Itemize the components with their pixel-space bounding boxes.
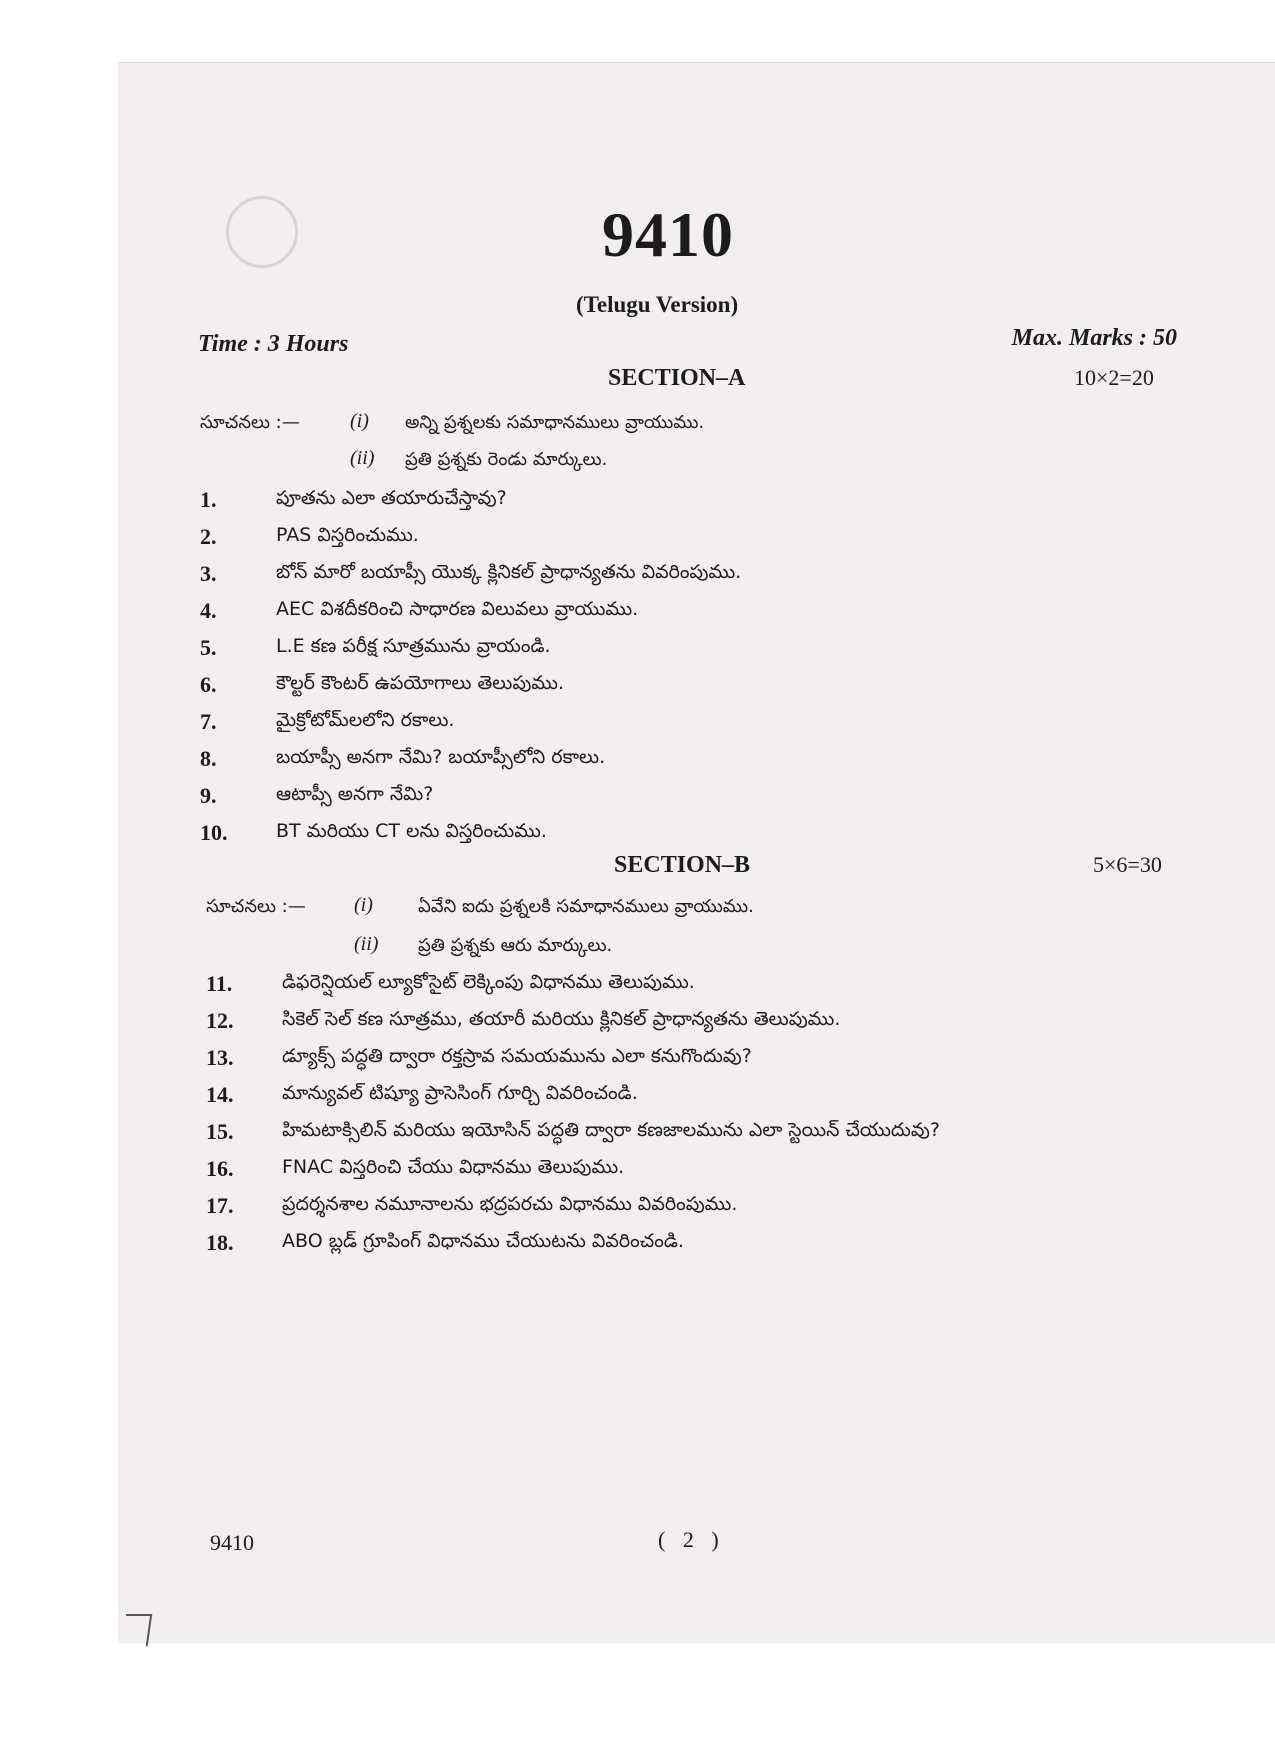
instruction-number: (i) xyxy=(354,894,373,916)
question-text: డిఫరెన్షియల్ ల్యూకోసైట్ లెక్కింపు విధానము తెలుపుము. xyxy=(282,971,695,993)
instruction-text: అన్ని ప్రశ్నలకు సమాధానములు వ్రాయుము. xyxy=(405,412,705,433)
question-text: మాన్యువల్ టిష్యూ ప్రాసెసింగ్ గూర్చి వివరించండి. xyxy=(282,1082,638,1104)
question-number: 4. xyxy=(200,598,217,623)
question-number: 12. xyxy=(206,1008,234,1033)
question-number: 15. xyxy=(206,1119,234,1144)
question-text: ABO బ్లడ్ గ్రూపింగ్ విధానము చేయుటను వివరించండి. xyxy=(282,1230,684,1252)
question-number: 17. xyxy=(206,1193,234,1218)
question-text: AEC విశదీకరించి సాధారణ విలువలు వ్రాయుము. xyxy=(276,598,639,620)
question-number: 3. xyxy=(200,561,217,586)
question-text: ప్రదర్శనశాల నమూనాలను భద్రపరచు విధానము వివరింపుము. xyxy=(282,1193,738,1215)
question-number: 13. xyxy=(206,1045,234,1070)
question-text: ఆటాప్సీ అనగా నేమి? xyxy=(276,783,434,805)
instruction-text: ప్రతి ప్రశ్నకు ఆరు మార్కులు. xyxy=(418,935,613,956)
question-text: BT మరియు CT లను విస్తరించుము. xyxy=(276,820,547,842)
max-marks-label: Max. Marks : 50 xyxy=(1011,325,1177,351)
question-text: బోన్ మారో బయాప్సీ యొక్క క్లినికల్ ప్రాధాన్యతను వివరింపుము. xyxy=(276,561,742,583)
question-number: 6. xyxy=(200,672,217,697)
question-number: 18. xyxy=(206,1230,234,1255)
question-text: హిమటాక్సిలిన్ మరియు ఇయోసిన్ పద్ధతి ద్వారా కణజాలమును ఎలా స్టెయిన్ చేయుదువు? xyxy=(282,1119,940,1141)
question-text: డ్యూక్స్ పద్ధతి ద్వారా రక్తస్రావ సమయమును ఎలా కనుగొందువు? xyxy=(282,1045,752,1067)
question-text: కౌల్టర్ కౌంటర్ ఉపయోగాలు తెలుపుము. xyxy=(276,672,565,694)
section-b-instructions-label: సూచనలు :— xyxy=(206,896,306,917)
corner-crop-mark xyxy=(122,1614,152,1646)
version-label: (Telugu Version) xyxy=(576,292,739,317)
instruction-number: (ii) xyxy=(350,447,375,469)
question-number: 2. xyxy=(200,524,217,549)
question-number: 7. xyxy=(200,709,217,734)
section-b-title: SECTION–B xyxy=(614,852,751,878)
footer-page-number: ( 2 ) xyxy=(658,1527,725,1552)
time-label: Time : 3 Hours xyxy=(198,331,349,357)
section-a-marks: 10×2=20 xyxy=(1074,365,1154,390)
instruction-number: (i) xyxy=(350,410,369,432)
question-number: 10. xyxy=(200,820,228,845)
question-number: 16. xyxy=(206,1156,234,1181)
section-a-instructions-label: సూచనలు :— xyxy=(200,412,300,433)
question-text: L.E కణ పరీక్ష సూత్రమును వ్రాయండి. xyxy=(276,635,551,657)
question-number: 9. xyxy=(200,783,217,808)
question-number: 14. xyxy=(206,1082,234,1107)
instruction-text: ప్రతి ప్రశ్నకు రెండు మార్కులు. xyxy=(405,449,608,470)
section-b-marks: 5×6=30 xyxy=(1093,852,1162,877)
faint-stamp-mark xyxy=(226,196,298,268)
section-a-title: SECTION–A xyxy=(608,365,746,391)
question-text: PAS విస్తరించుము. xyxy=(276,524,419,546)
question-text: బయాప్సీ అనగా నేమి? బయాప్సీలోని రకాలు. xyxy=(276,746,606,768)
footer-paper-code: 9410 xyxy=(210,1530,254,1555)
question-number: 8. xyxy=(200,746,217,771)
question-text: మైక్రోటోమ్‌లలోని రకాలు. xyxy=(276,709,455,731)
instruction-text: ఏవేని ఐదు ప్రశ్నలకి సమాధానములు వ్రాయుము. xyxy=(418,896,754,917)
question-number: 11. xyxy=(206,971,233,996)
question-text: సికెల్ సెల్ కణ సూత్రము, తయారీ మరియు క్లినికల్ ప్రాధాన్యతను తెలుపుము. xyxy=(282,1008,841,1030)
question-text: FNAC విస్తరించి చేయు విధానము తెలుపుము. xyxy=(282,1156,625,1178)
paper-code: 9410 xyxy=(602,199,734,270)
question-number: 5. xyxy=(200,635,217,660)
question-number: 1. xyxy=(200,487,217,512)
instruction-number: (ii) xyxy=(354,933,379,955)
question-text: పూతను ఎలా తయారుచేస్తావు? xyxy=(276,487,507,509)
